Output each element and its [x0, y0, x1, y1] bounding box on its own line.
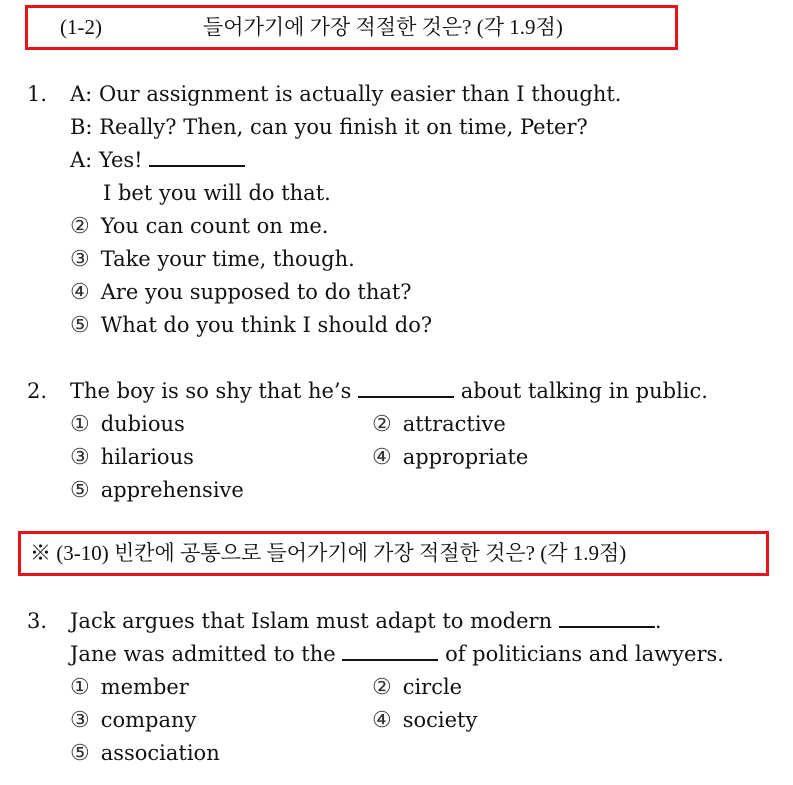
option — [372, 411, 506, 438]
dialogue-line — [70, 81, 622, 107]
option-text: dubious — [100, 412, 185, 436]
option — [70, 279, 412, 306]
circled-number: ③ — [70, 247, 90, 272]
dialogue-line — [70, 147, 245, 173]
section-range: (3-10) — [56, 541, 109, 565]
circled-number: ② — [372, 675, 392, 700]
option — [70, 444, 194, 471]
dialogue-line — [70, 114, 588, 140]
line-text: Really? Then, can you finish it on time, Peter? — [99, 115, 588, 139]
option-text: society — [402, 708, 478, 732]
section-range: (1-2) — [60, 15, 102, 39]
circled-number: ① — [70, 675, 90, 700]
option — [70, 477, 244, 504]
circled-number: ② — [70, 214, 90, 239]
answer-blank — [358, 378, 454, 398]
stem-text: about talking in public. — [460, 379, 708, 403]
option-text: appropriate — [402, 445, 529, 469]
option — [372, 444, 528, 471]
option — [70, 674, 189, 701]
option — [372, 674, 462, 701]
question-number: 3. — [27, 609, 48, 633]
circled-number: ④ — [372, 445, 392, 470]
section-header — [30, 540, 626, 566]
option — [70, 707, 196, 734]
option-text: attractive — [402, 412, 506, 436]
line-text: Yes! — [98, 148, 143, 172]
stem-text: Jane was admitted to the — [70, 642, 336, 666]
option-text: apprehensive — [100, 478, 244, 502]
stem-text: The boy is so shy that he’s — [70, 379, 352, 403]
option-text: circle — [402, 675, 463, 699]
option-text: What do you think I should do? — [100, 313, 433, 337]
option — [70, 411, 185, 438]
circled-number: ⑤ — [70, 478, 90, 503]
section-instruction: 들어가기에 가장 적절한 것은? (각 1.9점) — [203, 15, 563, 39]
question-stem — [70, 608, 662, 634]
option — [70, 213, 328, 240]
question-number: 2. — [27, 379, 48, 403]
answer-blank — [149, 147, 245, 167]
answer-blank — [342, 641, 438, 661]
option-text: You can count on me. — [100, 214, 329, 238]
stem-text: of politicians and lawyers. — [445, 642, 724, 666]
question-stem — [70, 378, 708, 404]
circled-number: ④ — [70, 280, 90, 305]
circled-number: ② — [372, 412, 392, 437]
circled-number: ⑤ — [70, 741, 90, 766]
question-stem — [70, 641, 724, 667]
section-instruction: 빈칸에 공통으로 들어가기에 가장 적절한 것은? (각 1.9점) — [113, 541, 627, 565]
reference-mark: ※ — [30, 541, 51, 565]
line-text: Our assignment is actually easier than I thought. — [98, 82, 622, 106]
option — [372, 707, 477, 734]
option-text: company — [100, 708, 197, 732]
option — [70, 246, 355, 273]
circled-number: ④ — [372, 708, 392, 733]
option-text: member — [100, 675, 189, 699]
speaker: B: — [70, 115, 93, 139]
option-text: Take your time, though. — [100, 247, 355, 271]
circled-number: ③ — [70, 708, 90, 733]
stem-text: Jack argues that Islam must adapt to modern — [70, 609, 553, 633]
option — [70, 740, 220, 767]
option-text: hilarious — [100, 445, 194, 469]
option — [70, 312, 432, 339]
speaker: A: — [70, 148, 93, 172]
option-text: association — [100, 741, 220, 765]
stem-text: . — [654, 609, 662, 633]
option-text: Are you supposed to do that? — [100, 280, 412, 304]
dialogue-line: I bet you will do that. — [103, 181, 331, 205]
speaker: A: — [70, 82, 93, 106]
question-number: 1. — [27, 82, 48, 106]
answer-blank — [559, 608, 655, 628]
circled-number: ③ — [70, 445, 90, 470]
circled-number: ① — [70, 412, 90, 437]
circled-number: ⑤ — [70, 313, 90, 338]
